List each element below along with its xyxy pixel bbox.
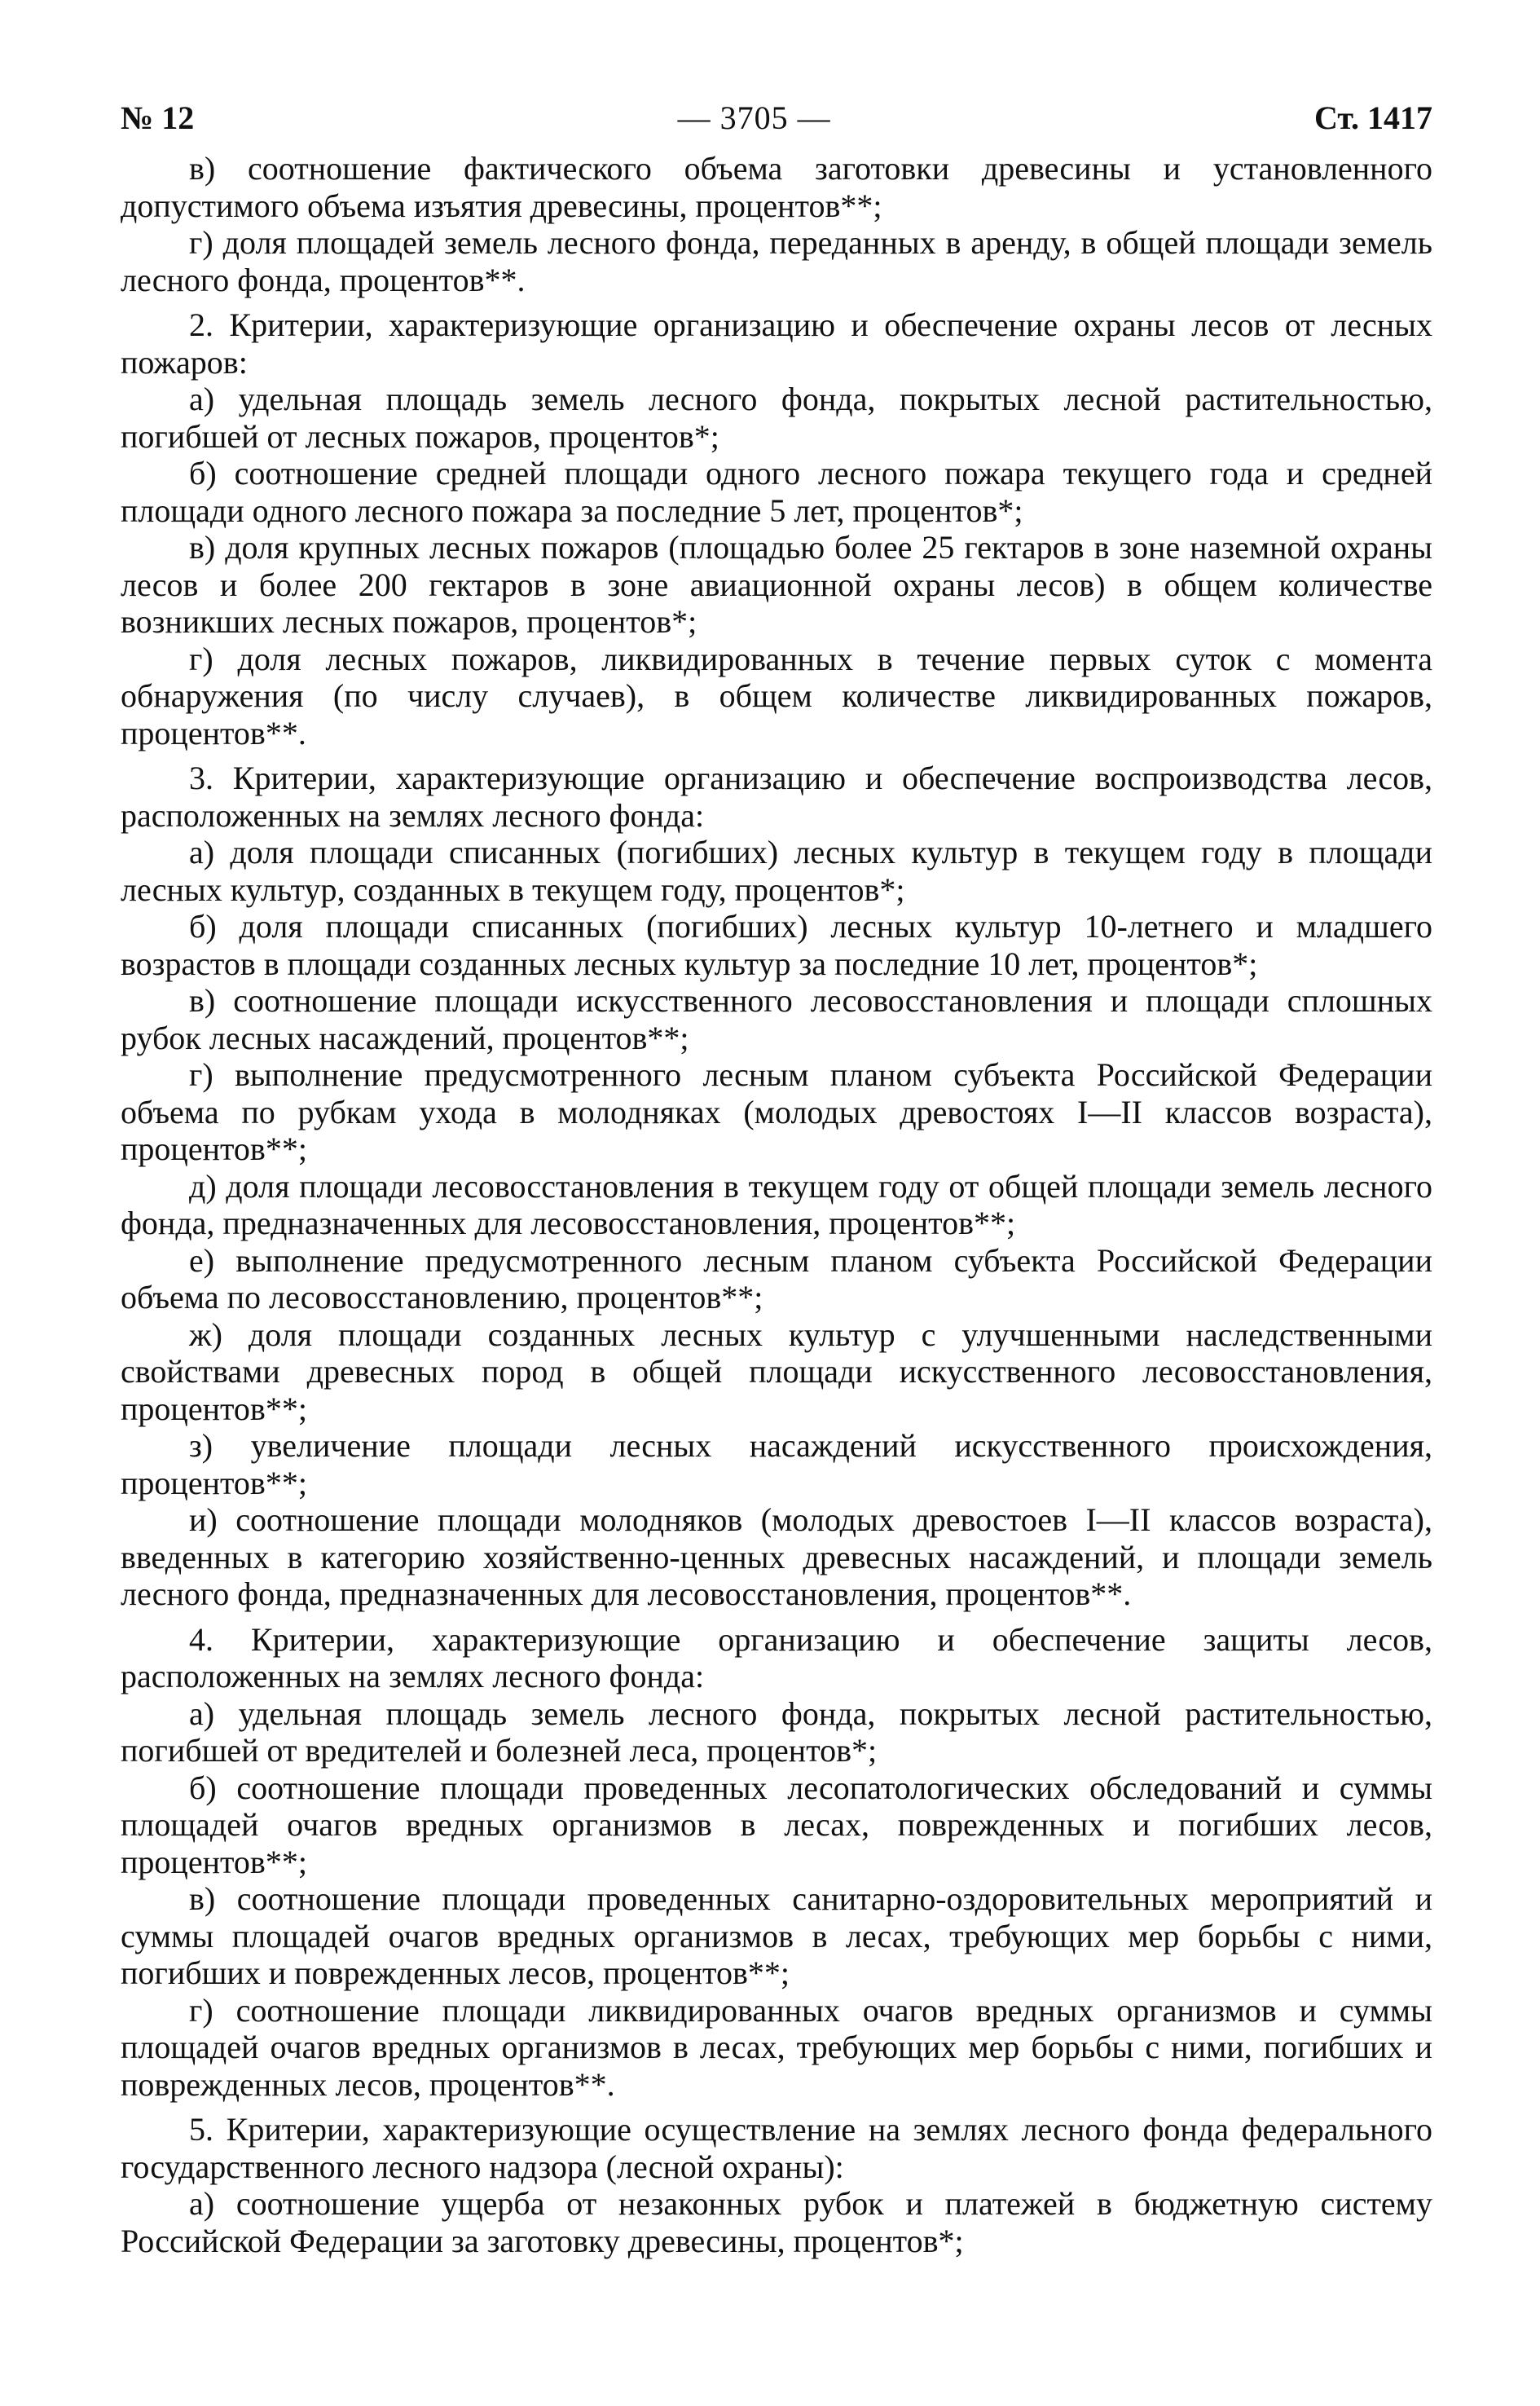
list-item-paragraph: в) соотношение площади проведенных санитарно-оздоровительных мероприятий и суммы площадей очагов вредных организмов в лесах, требующих мер борьбы с ними, погибших и поврежденных лесов, процентов**; <box>121 1880 1432 1991</box>
list-item-paragraph: ж) доля площади созданных лесных культур с улучшенными наследственными свойствами древесных пород в общей площади искусственного лесовосстановления, процентов**; <box>121 1315 1432 1427</box>
section-heading-paragraph: 2. Критерии, характеризующие организацию и обеспечение охраны лесов от лесных пожаров: <box>121 306 1432 381</box>
page-header <box>121 99 1432 145</box>
body-text <box>121 150 1432 2259</box>
article-number: Ст. 1417 <box>1313 99 1432 136</box>
section-heading-paragraph: 5. Критерии, характеризующие осуществление на землях лесного фонда федерального государственного лесного надзора (лесной охраны): <box>121 2111 1432 2185</box>
list-item-paragraph: з) увеличение площади лесных насаждений искусственного происхождения, процентов**; <box>121 1427 1432 1501</box>
list-item-paragraph: и) соотношение площади молодняков (молодых древостоев I—II классов возраста), введенных в категорию хозяйственно-ценных древесных насаждений, и площади земель лесного фонда, предназначенных для лесовосстановления, процентов**. <box>121 1501 1432 1612</box>
list-item-paragraph: г) соотношение площади ликвидированных очагов вредных организмов и суммы площадей очагов вредных организмов в лесах, требующих мер борьбы с ними, погибших и поврежденных лесов, процентов**. <box>121 1991 1432 2103</box>
document-page <box>121 99 1432 2259</box>
list-item-paragraph: в) соотношение фактического объема заготовки древесины и установленного допустимого объема изъятия древесины, процентов**; <box>121 150 1432 224</box>
list-item-paragraph: г) доля лесных пожаров, ликвидированных в течение первых суток с момента обнаружения (по числу случаев), в общем количестве ликвидированных пожаров, процентов**. <box>121 640 1432 751</box>
section-heading-paragraph: 3. Критерии, характеризующие организацию и обеспечение воспроизводства лесов, расположенных на землях лесного фонда: <box>121 760 1432 834</box>
list-item-paragraph: б) соотношение средней площади одного лесного пожара текущего года и средней площади одного лесного пожара за последние 5 лет, процентов*; <box>121 455 1432 529</box>
list-item-paragraph: д) доля площади лесовосстановления в текущем году от общей площади земель лесного фонда, предназначенных для лесовосстановления, процентов**; <box>121 1167 1432 1241</box>
list-item-paragraph: б) соотношение площади проведенных лесопатологических обследований и суммы площадей очагов вредных организмов в лесах, поврежденных и погибших лесов, процентов**; <box>121 1769 1432 1880</box>
issue-number: № 12 <box>121 99 195 136</box>
list-item-paragraph: а) удельная площадь земель лесного фонда, покрытых лесной растительностью, погибшей от вредителей и болезней леса, процентов*; <box>121 1694 1432 1769</box>
page-number: — 3705 — <box>677 99 831 136</box>
list-item-paragraph: в) доля крупных лесных пожаров (площадью более 25 гектаров в зоне наземной охраны лесов и более 200 гектаров в зоне авиационной охраны лесов) в общем количестве возникших лесных пожаров, процентов*; <box>121 529 1432 640</box>
list-item-paragraph: г) выполнение предусмотренного лесным планом субъекта Российской Федерации объема по рубкам ухода в молодняках (молодых древостоях I—II классов возраста), процентов**; <box>121 1056 1432 1167</box>
list-item-paragraph: а) удельная площадь земель лесного фонда, покрытых лесной растительностью, погибшей от лесных пожаров, процентов*; <box>121 381 1432 455</box>
section-heading-paragraph: 4. Критерии, характеризующие организацию и обеспечение защиты лесов, расположенных на землях лесного фонда: <box>121 1620 1432 1694</box>
list-item-paragraph: в) соотношение площади искусственного лесовосстановления и площади сплошных рубок лесных насаждений, процентов**; <box>121 982 1432 1056</box>
list-item-paragraph: а) доля площади списанных (погибших) лесных культур в текущем году в площади лесных культур, созданных в текущем году, процентов*; <box>121 834 1432 908</box>
list-item-paragraph: г) доля площадей земель лесного фонда, переданных в аренду, в общей площади земель лесного фонда, процентов**. <box>121 224 1432 298</box>
list-item-paragraph: а) соотношение ущерба от незаконных рубок и платежей в бюджетную систему Российской Федерации за заготовку древесины, процентов*; <box>121 2185 1432 2259</box>
list-item-paragraph: е) выполнение предусмотренного лесным планом субъекта Российской Федерации объема по лесовосстановлению, процентов**; <box>121 1241 1432 1315</box>
list-item-paragraph: б) доля площади списанных (погибших) лесных культур 10-летнего и младшего возрастов в площади созданных лесных культур за последние 10 лет, процентов*; <box>121 908 1432 982</box>
